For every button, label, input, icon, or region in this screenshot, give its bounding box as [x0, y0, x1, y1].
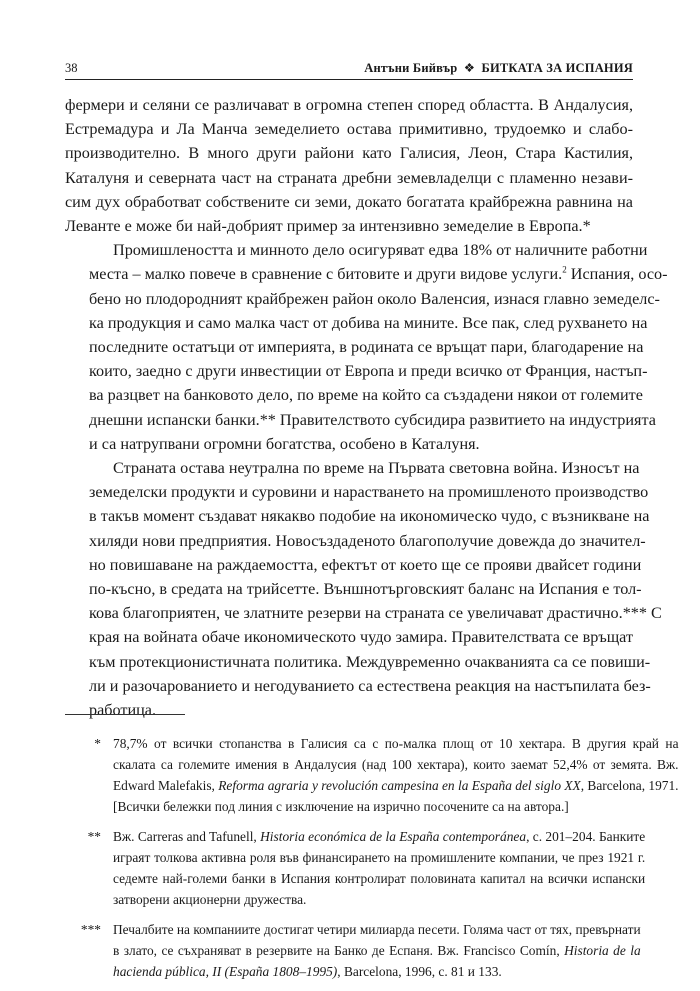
paragraph-2 — [65, 238, 668, 456]
cited-title: Historia económica de la España contemporánea — [260, 829, 527, 844]
text-line: към протекционистичната политика. Междувременно очакванията са се повиши- — [89, 652, 651, 671]
text-line — [65, 262, 668, 286]
text-line: но повишаване на раждаемостта, ефектът от което ще се прояви двайсет години — [89, 555, 642, 574]
footnote-line-part: , Barcelona, 1971. — [580, 778, 679, 793]
text-line-part: бено — [89, 289, 121, 308]
text-line-part: но плодородният крайбрежен район около Валенсия, изнася главно земеделс- — [125, 289, 660, 308]
footnote-line: седемте най-големи банки в Испания контролират половината капитал на всички испански — [113, 871, 646, 886]
text-line: сим дух обработват собствените си земи, докато богатата крайбрежна равнина на — [65, 192, 633, 211]
text-line: и са натрупвани огромни богатства, особено в Каталуня. — [89, 434, 480, 453]
footnote-text — [113, 919, 641, 982]
cited-title: hacienda pública, II (España 1808–1995) — [113, 964, 338, 979]
footnote-3 — [65, 919, 641, 982]
footnote-ref: 2 — [562, 265, 567, 276]
running-title — [364, 60, 633, 76]
paragraph-1 — [65, 93, 633, 238]
text-line: хиляди нови предприятия. Новосъздаденото благополучие довежда до значител- — [89, 531, 646, 550]
footnote-line: затворени акционерни дружества. — [113, 892, 307, 907]
text-line: работица. — [89, 701, 157, 720]
footnote-line: скалата са големите имения в Андалусия (над 100 хектара), които заемат 52,4% от земята. Вж. — [113, 757, 679, 772]
footnote-line — [113, 940, 641, 961]
footnote-line-part: , с. 201–204. Банките — [526, 829, 646, 844]
text-line: последните остатъци от империята, в родината се връщат пари, благодарение на — [89, 338, 644, 357]
footnote-marker: *** — [80, 922, 101, 937]
ornament-icon: ❖ — [463, 61, 476, 75]
text-line: Естремадура и Ла Манча земеделието остава примитивно, трудоемко и слабо- — [65, 120, 633, 139]
header-rule — [65, 79, 633, 80]
footnote-line-part: Edward Malefakis, — [113, 778, 219, 793]
footnote-line: 78,7% от всички стопанства в Галисия са с по-малка площ от 10 хектара. В другия край на — [113, 736, 679, 751]
author-name: Антъни Бийвър — [364, 61, 458, 75]
footnote-rule — [65, 714, 185, 715]
text-line: които, заедно с други инвестиции от Европа и преди всичко от Франция, настъп- — [89, 362, 648, 381]
footnote-marker: * — [94, 736, 101, 751]
paragraph-3 — [65, 456, 662, 722]
text-line: Страната остава неутрална по време на Първата световна война. Износът на — [113, 459, 640, 478]
footnote-1 — [65, 733, 679, 817]
page-number: 38 — [65, 61, 78, 75]
text-line: земеделски продукти и суровини и нарастването на промишленото производство — [89, 483, 649, 502]
footnote-line: Печалбите на компаниите достигат четири милиарда песети. Голяма част от тях, превърнати — [113, 922, 641, 937]
text-line: Леванте е може би най-добрият пример за интензивно земеделие в Европа.* — [65, 217, 591, 236]
cited-title: Historia de la — [564, 943, 641, 958]
main-text — [65, 93, 668, 722]
footnote-line — [113, 961, 641, 982]
text-line: фермери и селяни се различават в огромна степен според областта. В Андалусия, — [65, 96, 633, 114]
footnote-text — [113, 826, 645, 910]
footnote-line: [Всички бележки под линия с изключение на изрично посочените са на автора.] — [113, 799, 569, 814]
footnote-line: играят толкова активна роля във финансирането на промишлените компании, че през 1921 г. — [113, 850, 646, 865]
footnote-2 — [65, 826, 646, 910]
footnote-line — [113, 775, 679, 796]
text-line: Промишлеността и минното дело осигуряват едва 18% от наличните работни — [113, 241, 648, 260]
text-line-part: Испания, осо- — [566, 265, 668, 284]
text-line: днешни испански банки.** Правителството субсидира развитието на индустрията — [89, 410, 656, 429]
cited-title: Reforma agraria y revolución campesina en la España del siglo XX — [218, 778, 581, 793]
book-title: БИТКАТА ЗА ИСПАНИЯ — [481, 61, 633, 75]
text-line: по-късно, в средата на трийсетте. Външнотърговският баланс на Испания е тол- — [89, 580, 642, 599]
text-line: Каталуня и северната част на страната дребни земевладелци с пламенно незави- — [65, 168, 633, 187]
footnote-line-part: Вж. Carreras and Tafunell, — [113, 829, 261, 844]
footnote-marker: ** — [87, 829, 101, 844]
text-line — [65, 287, 660, 311]
footnote-line-part: в злато, се съхраняват в резервите на Банко де Еспаня. Вж. Francisco Comín, — [113, 943, 565, 958]
text-line: ка продукция и само малка част от добива на мините. Все пак, след рухването на — [89, 313, 648, 332]
text-line: кова благоприятен, че златните резерви на страната се увеличават драстично.*** С — [89, 604, 662, 623]
footnotes — [65, 733, 679, 991]
text-line: ва разцвет на банковото дело, по време на който са създадени някои от големите — [89, 386, 643, 405]
text-line: края на войната обаче икономическото чудо замира. Правителствата се връщат — [89, 628, 634, 647]
text-line: в такъв момент създават някакво подобие на икономическо чудо, с възникване на — [89, 507, 650, 526]
text-line: производително. В много други райони като Галисия, Леон, Стара Кастилия, — [65, 144, 633, 163]
running-header — [65, 60, 633, 76]
footnote-line-part: , Barcelona, 1996, с. 81 и 133. — [337, 964, 502, 979]
footnote-line — [113, 826, 645, 847]
text-line-part: места – малко повече в сравнение с битовите и други видове услуги. — [89, 265, 563, 284]
footnote-text — [113, 733, 679, 817]
text-line: ли и разочарованието и негодуванието са естествена реакция на настъпилата без- — [89, 676, 651, 695]
